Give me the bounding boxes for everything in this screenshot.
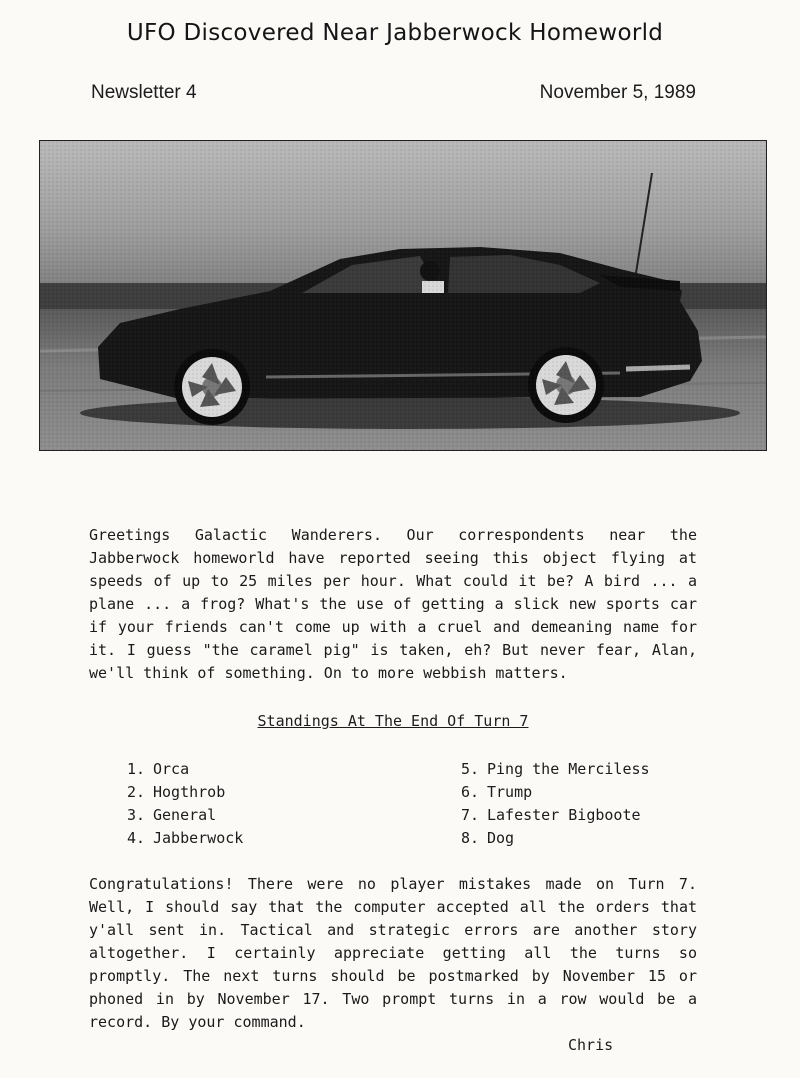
standing-row — [461, 804, 650, 827]
standing-rank: 7. — [461, 806, 480, 824]
standing-rank: 8. — [461, 829, 480, 847]
standing-player: Ping the Merciless — [487, 760, 650, 778]
sports-car-photo — [39, 140, 767, 451]
standing-rank: 5. — [461, 760, 480, 778]
standing-rank: 6. — [461, 783, 480, 801]
standing-row — [461, 758, 650, 781]
issue-number: Newsletter 4 — [91, 82, 197, 103]
standing-row — [461, 827, 650, 850]
standings-heading: Standings At The End Of Turn 7 — [257, 712, 529, 730]
standings-column-left — [127, 758, 243, 850]
standing-row — [127, 804, 243, 827]
standing-rank: 1. — [127, 760, 146, 778]
standing-player: Lafester Bigboote — [487, 806, 641, 824]
standing-rank: 4. — [127, 829, 146, 847]
standing-player: Jabberwock — [153, 829, 244, 847]
standing-player: Dog — [487, 829, 515, 847]
intro-paragraph: Greetings Galactic Wanderers. Our correspondents near the Jabberwock homeworld have reported seeing this object flying at speeds of up to 25 miles per hour. What could it be? A bird ... a plane ... a frog? What's the use of getting a slick new sports car if your friends can't come up with a cruel and demeaning name for it. I guess "the caramel pig" is taken, eh? But never fear, Alan, we'll think of something. On to more webbish matters. — [89, 526, 697, 682]
newsletter-title: UFO Discovered Near Jabberwock Homeworld — [126, 20, 664, 46]
closing-paragraph: Congratulations! There were no player mistakes made on Turn 7. Well, I should say that the computer accepted all the orders that y'all sent in. Tactical and strategic errors are another story altogether. I certainly appreciate getting all the turns so promptly. The next turns should be postmarked by November 15 or phoned in by November 17. Two prompt turns in a row would be a record. By your command. — [89, 875, 697, 1031]
standings-column-right — [461, 758, 650, 850]
standing-rank: 2. — [127, 783, 146, 801]
standing-row — [127, 758, 243, 781]
issue-date: November 5, 1989 — [539, 82, 696, 103]
standing-player: Trump — [487, 783, 533, 801]
standing-row — [127, 781, 243, 804]
standing-rank: 3. — [127, 806, 146, 824]
standing-player: Orca — [153, 760, 190, 778]
standing-player: General — [153, 806, 217, 824]
standing-player: Hogthrob — [153, 783, 226, 801]
signature: Chris — [568, 1036, 614, 1054]
standing-row — [127, 827, 243, 850]
standing-row — [461, 781, 650, 804]
